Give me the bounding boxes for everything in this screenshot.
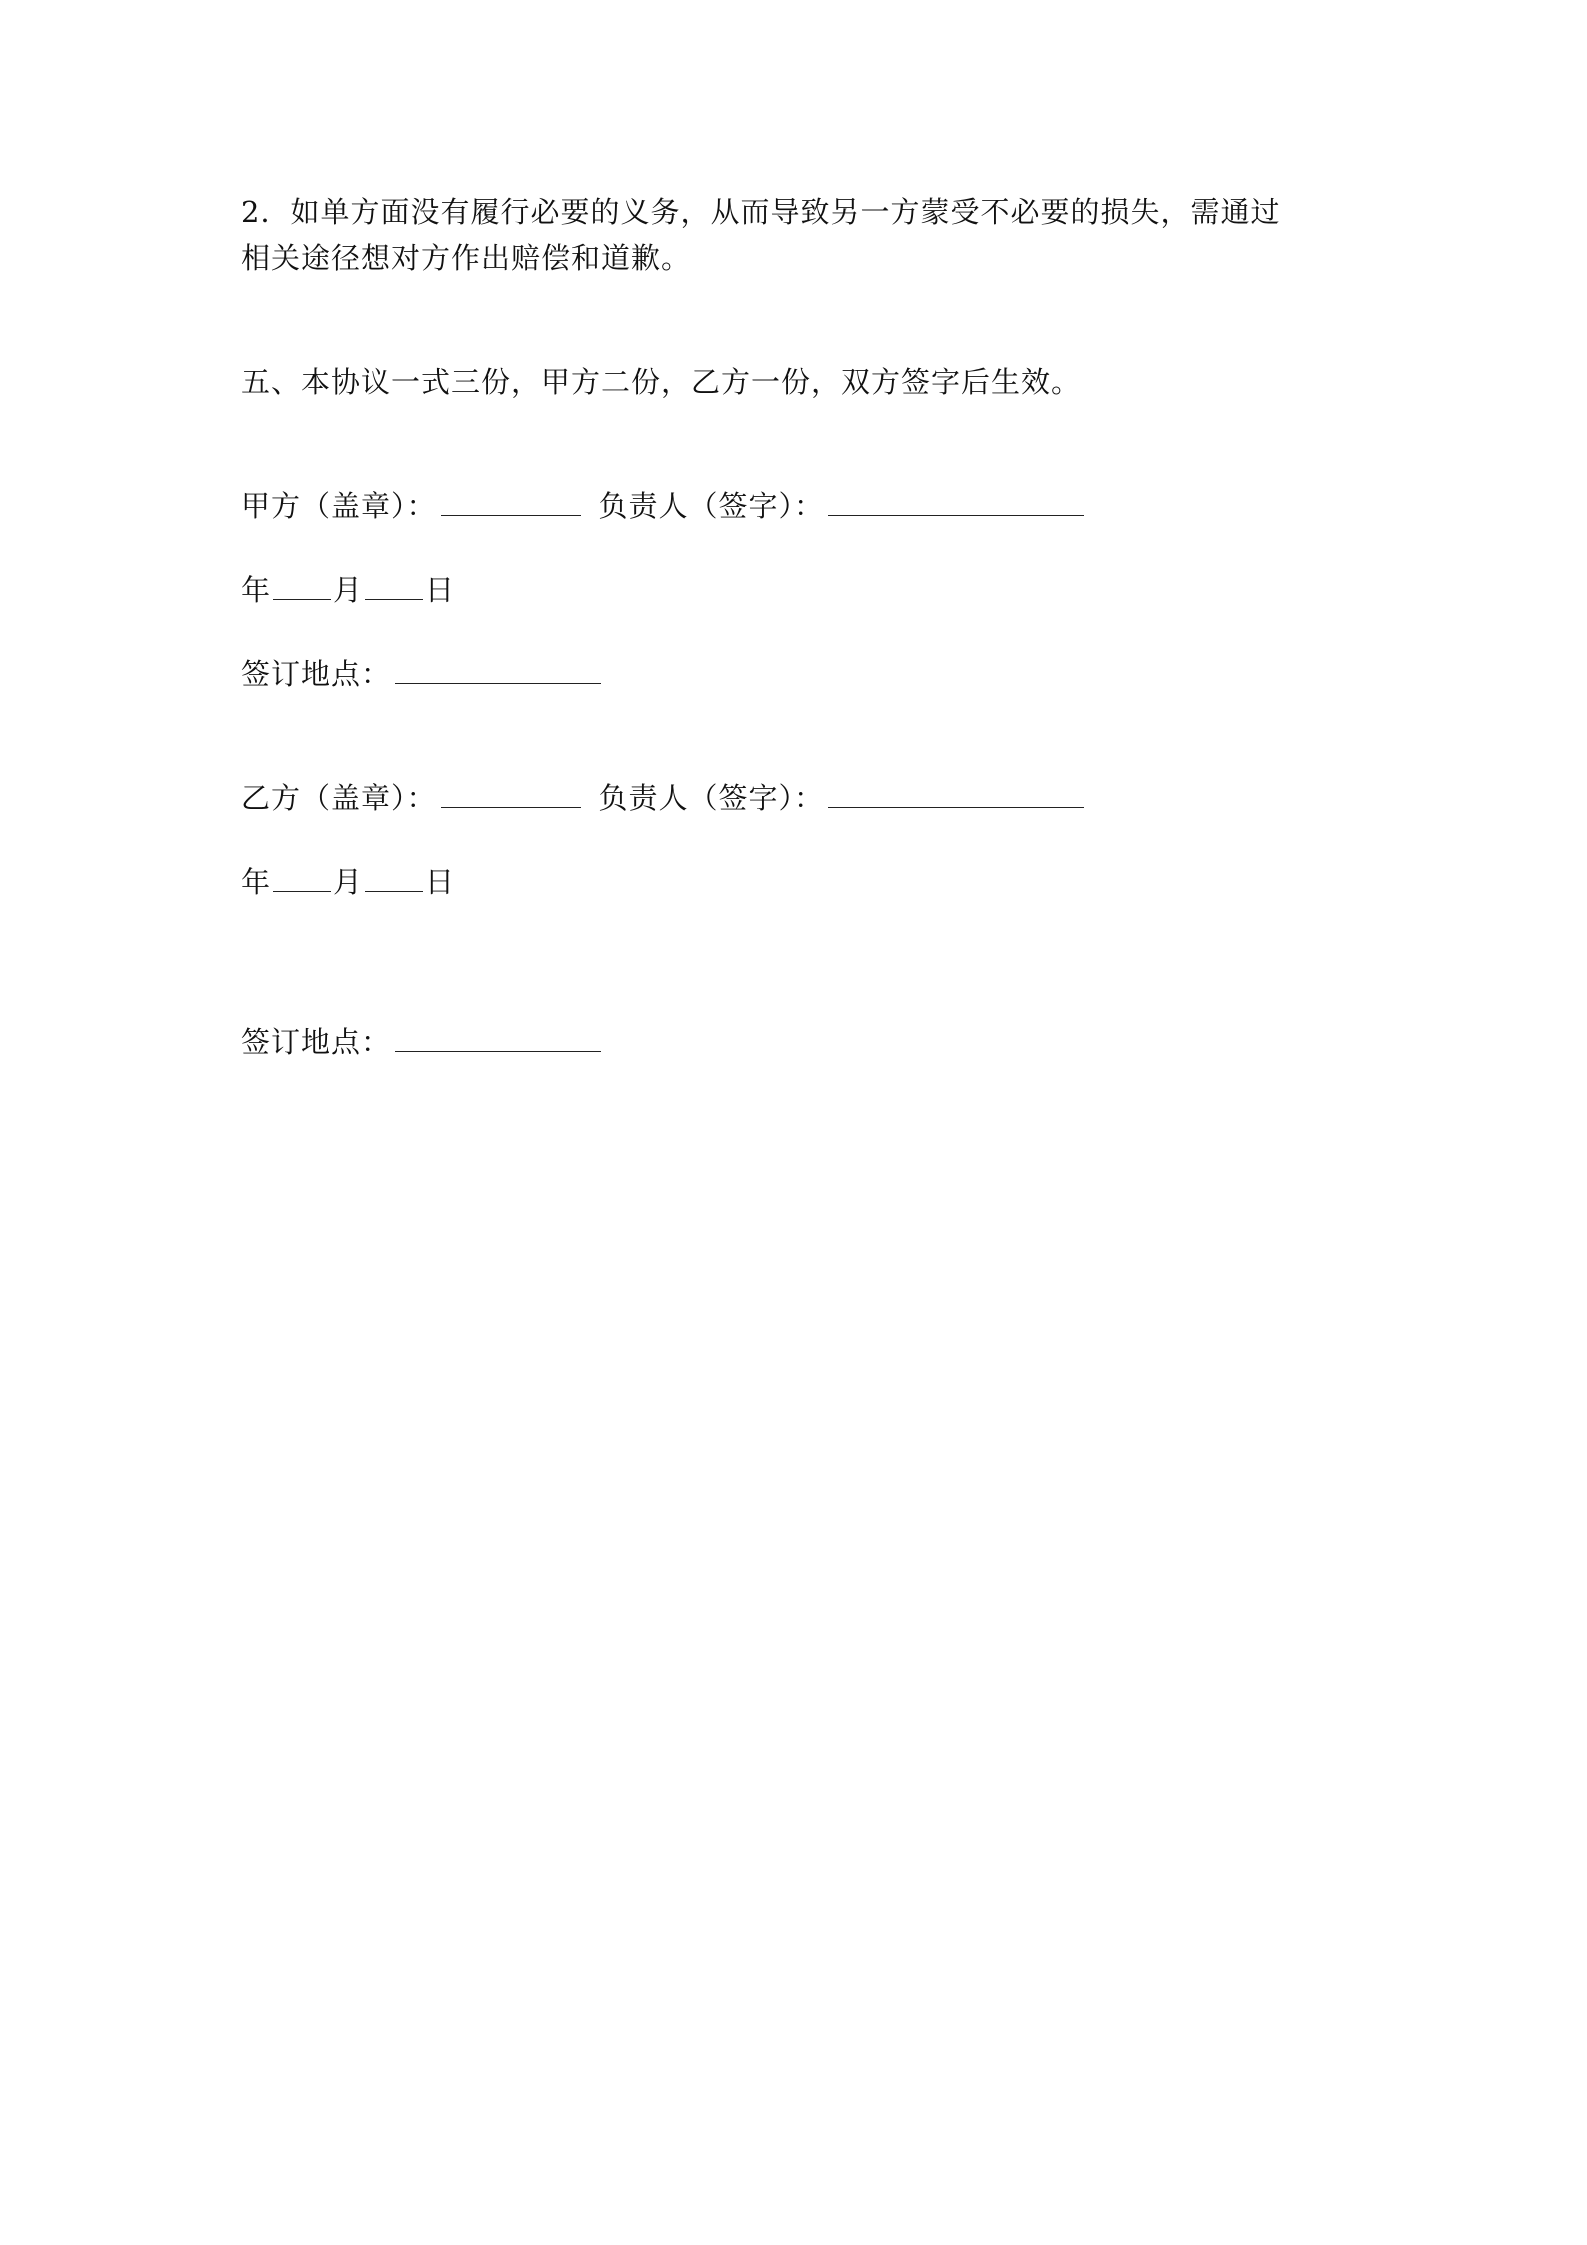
party-b-day-label: 日 (425, 865, 456, 899)
clause-2-line-1: 2．如单方面没有履行必要的义务，从而导致另一方蒙受不必要的损失，需通过 (241, 195, 1281, 229)
party-b-year-label: 年 (241, 865, 272, 899)
party-a-signer-label: 负责人（签字）： (598, 489, 825, 523)
party-b-month-blank[interactable] (273, 865, 331, 892)
party-b-month-label: 月 (333, 865, 364, 899)
party-b-date-row (241, 860, 455, 904)
party-b-place-label: 签订地点： (241, 1025, 392, 1059)
party-a-signer-blank[interactable] (828, 489, 1084, 516)
party-b-signature-row (241, 776, 1088, 820)
party-b-seal-label: 乙方（盖章）： (241, 781, 437, 815)
clause-2-line-2: 相关途径想对方作出赔偿和道歉。 (241, 241, 692, 275)
party-a-date-row (241, 568, 455, 612)
party-a-month-blank[interactable] (273, 573, 331, 600)
party-a-day-label: 日 (425, 573, 456, 607)
party-b-place-row (241, 1020, 605, 1064)
party-a-day-blank[interactable] (365, 573, 423, 600)
party-a-year-label: 年 (241, 573, 272, 607)
party-a-month-label: 月 (333, 573, 364, 607)
party-b-signer-label: 负责人（签字）： (598, 781, 825, 815)
party-a-place-label: 签订地点： (241, 657, 392, 691)
party-a-place-blank[interactable] (395, 657, 601, 684)
party-a-place-row (241, 652, 605, 696)
party-b-seal-blank[interactable] (441, 781, 581, 808)
clause-5-text: 五、本协议一式三份，甲方二份，乙方一份，双方签字后生效。 (241, 365, 1082, 399)
party-b-signer-blank[interactable] (828, 781, 1084, 808)
party-b-place-blank[interactable] (395, 1025, 601, 1052)
party-a-seal-label: 甲方（盖章）： (241, 489, 437, 523)
party-a-seal-blank[interactable] (441, 489, 581, 516)
party-b-day-blank[interactable] (365, 865, 423, 892)
party-a-signature-row (241, 484, 1088, 528)
